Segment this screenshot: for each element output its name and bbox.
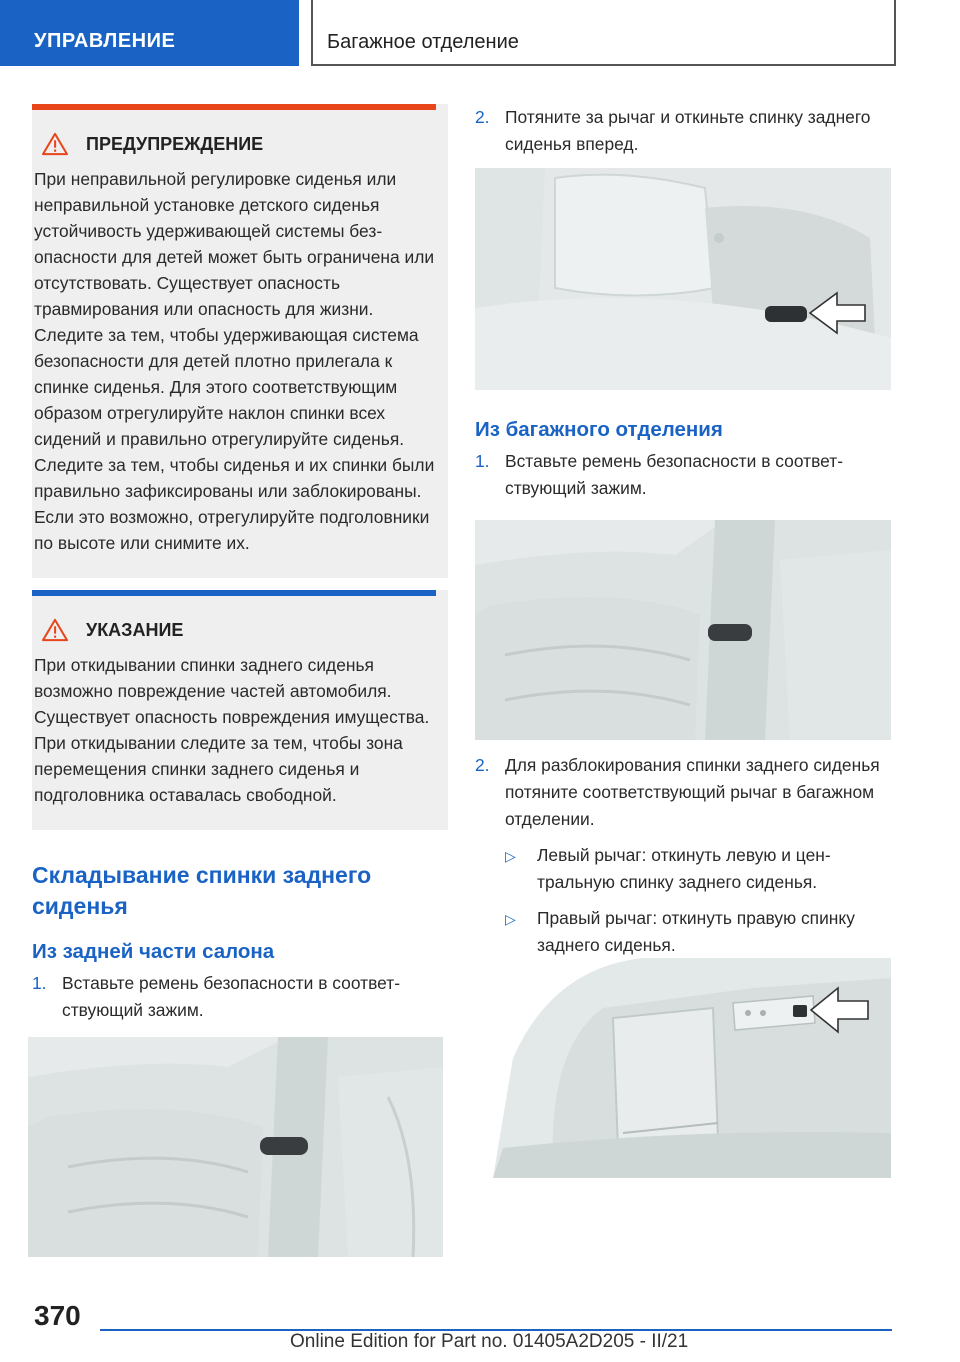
step-text: Для разблокирования спинки заднего сиденья потяните соответствующий рычаг в багажном отделении. (505, 755, 880, 829)
list-item (475, 448, 891, 502)
warning-title: ПРЕДУПРЕЖДЕНИЕ (86, 133, 264, 154)
warning-triangle-icon (40, 618, 70, 642)
sub-item-text: Левый рычаг: откинуть левую и центральную спинку заднего сиденья. (537, 845, 831, 892)
subsection-heading-trunk: Из багажного отделения (475, 418, 723, 441)
list-item (475, 752, 891, 833)
step-text: Вставьте ремень безопасности в соответствующий зажим. (62, 973, 400, 1020)
trunk-steps (475, 752, 891, 959)
subsection-heading-interior: Из задней части салона (32, 940, 275, 963)
warning-header (32, 110, 436, 158)
step-text: Вставьте ремень безопасности в соответствующий зажим. (505, 451, 843, 498)
list-item (475, 104, 891, 158)
step-number: 1. (475, 451, 490, 471)
trunk-section (475, 418, 891, 502)
trunk-lever-image (493, 958, 891, 1178)
notice-header (32, 596, 436, 644)
seat-belt-clip-image (28, 1037, 443, 1257)
notice-text: При откидывании спинки заднего сиденья возможно повреждение частей автомобиля. Существует опасность повреждения имущества. При откидывании следите за тем, чтобы зона перемещения спинки заднего сиденья и подголовника оставалась свободной. (34, 655, 430, 805)
warning-triangle-icon (40, 132, 70, 156)
section-tab: УПРАВЛЕНИЕ (0, 0, 299, 66)
list-item (32, 970, 448, 1024)
left-column (32, 104, 448, 1024)
bullet-triangle-icon: ▷ (505, 848, 516, 864)
page-number: 370 (34, 1300, 81, 1331)
sub-item-text: Правый рычаг: откинуть правую спинку заднего сиденья. (537, 908, 855, 955)
section-heading: Складывание спинки заднего сиденья (32, 862, 372, 919)
seat-lever-image (475, 168, 891, 390)
step-number: 1. (32, 973, 47, 993)
step-text: Потяните за рычаг и откиньте спинку заднего сиденья вперед. (505, 107, 871, 154)
warning-text: При неправильной регулировке сиденья или неправильной установке детского сиденья устойчивость удерживающей системы безопасности для детей может быть ограничена или отсутствовать. Существует опасность травмирования или опасность для жизни. Следите за тем, чтобы удерживающая система безопасности для детей плотно прилегала к спинке сиденья. Для этого соответствующим образом отрегулируйте наклон спинки всех сидений и правильно отрегулируйте сиденья. Следите за тем, чтобы сиденья и их спинки были правильно зафиксированы или заблокированы. Если это возможно, отрегулируйте подголовники по высоте или снимите их. (34, 169, 435, 553)
sub-list-item (505, 905, 891, 959)
notice-title: УКАЗАНИЕ (86, 619, 184, 640)
page-title: Багажное отделение (311, 0, 896, 66)
warning-box (32, 104, 448, 578)
step-number: 2. (475, 755, 490, 775)
trunk-belt-clip-image (475, 520, 891, 740)
sub-list-item (505, 842, 891, 896)
bullet-triangle-icon: ▷ (505, 911, 516, 927)
notice-box (32, 590, 448, 830)
right-column (475, 104, 891, 158)
step-number: 2. (475, 107, 490, 127)
footer-edition: Online Edition for Part no. 01405A2D205 - II/21 (290, 1331, 689, 1352)
